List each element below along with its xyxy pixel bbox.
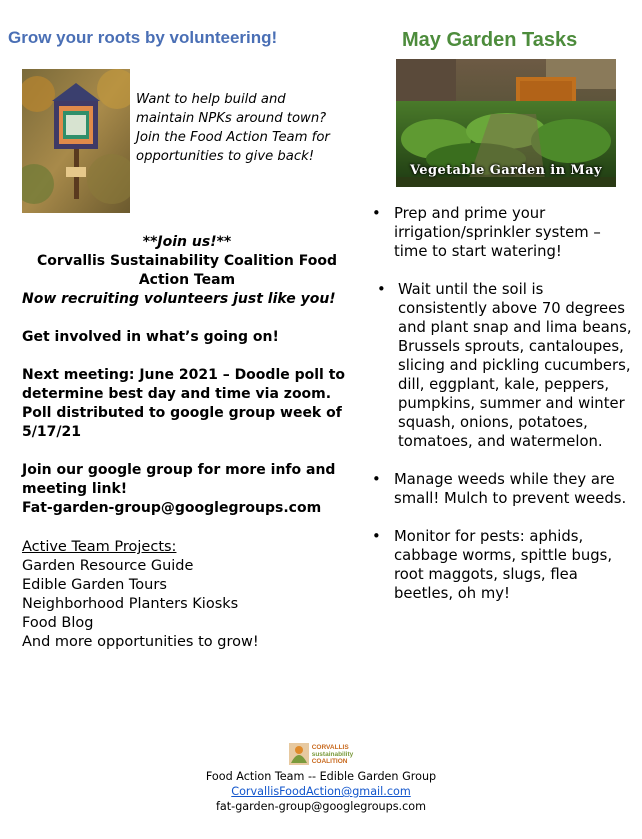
project-item: Edible Garden Tours	[22, 577, 167, 593]
bullet-icon: •	[377, 281, 386, 298]
task-list	[372, 204, 636, 622]
planter-kiosk-photo	[22, 69, 130, 213]
bullet-icon: •	[372, 205, 381, 222]
join-section	[22, 233, 352, 518]
volunteer-heading: Grow your roots by volunteering!	[8, 28, 278, 47]
org-name: Corvallis Sustainability Coalition Food Action Team	[37, 253, 337, 288]
task-text: Manage weeds while they are small! Mulch to prevent weeds.	[394, 471, 627, 507]
project-item: Garden Resource Guide	[22, 558, 194, 574]
next-meeting-text: Next meeting: June 2021 – Doodle poll to determine best day and time via zoom. Poll distributed to google group week of 5/17/21	[22, 367, 346, 440]
get-involved-text: Get involved in what’s going on!	[22, 329, 279, 345]
list-item	[372, 204, 636, 261]
coalition-logo	[289, 741, 354, 767]
garden-image-caption: Vegetable Garden in May	[410, 163, 602, 178]
bullet-icon: •	[372, 471, 381, 488]
project-item: Neighborhood Planters Kiosks	[22, 596, 239, 612]
intro-text: Want to help build and maintain NPKs around town? Join the Food Action Team for opportunities to give back!	[136, 92, 330, 164]
list-item	[372, 470, 636, 508]
list-item	[372, 280, 636, 451]
logo-line-3: COALITION	[311, 757, 348, 765]
task-text: Prep and prime your irrigation/sprinkler system – time to start watering!	[394, 205, 601, 260]
bullet-icon: •	[372, 528, 381, 545]
group-email-text: Fat-garden-group@googlegroups.com	[22, 500, 322, 516]
coalition-logo-icon	[289, 743, 309, 765]
task-text: Monitor for pests: aphids, cabbage worms, spittle bugs, root maggots, slugs, flea beetles, oh my!	[394, 528, 613, 602]
projects-section	[22, 538, 352, 652]
contact-email-link[interactable]: CorvallisFoodAction@gmail.com	[231, 785, 411, 798]
projects-title: Active Team Projects:	[22, 539, 177, 555]
project-item: Food Blog	[22, 615, 94, 631]
join-us-label: **Join us!**	[142, 234, 232, 250]
list-item	[372, 527, 636, 603]
footer-group-email: fat-garden-group@googlegroups.com	[215, 800, 427, 813]
task-text: Wait until the soil is consistently above 70 degrees and plant snap and lima beans, Brussels sprouts, cantaloupes, slicing and pickling cucumbers, dill, eggplant, kale, peppers, pumpkins, summer and winter squash, onions, potatoes, tomatoes, and watermelon.	[398, 281, 632, 450]
vegetable-garden-photo	[396, 59, 616, 187]
logo-line-1: CORVALLIS	[311, 743, 349, 751]
footer-team: Food Action Team -- Edible Garden Group	[205, 770, 437, 783]
footer	[0, 741, 642, 814]
join-group-text: Join our google group for more info and meeting link!	[22, 462, 336, 497]
project-item: And more opportunities to grow!	[22, 634, 259, 650]
garden-tasks-heading: May Garden Tasks	[402, 29, 578, 51]
recruiting-text: Now recruiting volunteers just like you!	[22, 291, 336, 307]
logo-line-2: sustainability	[311, 750, 354, 758]
